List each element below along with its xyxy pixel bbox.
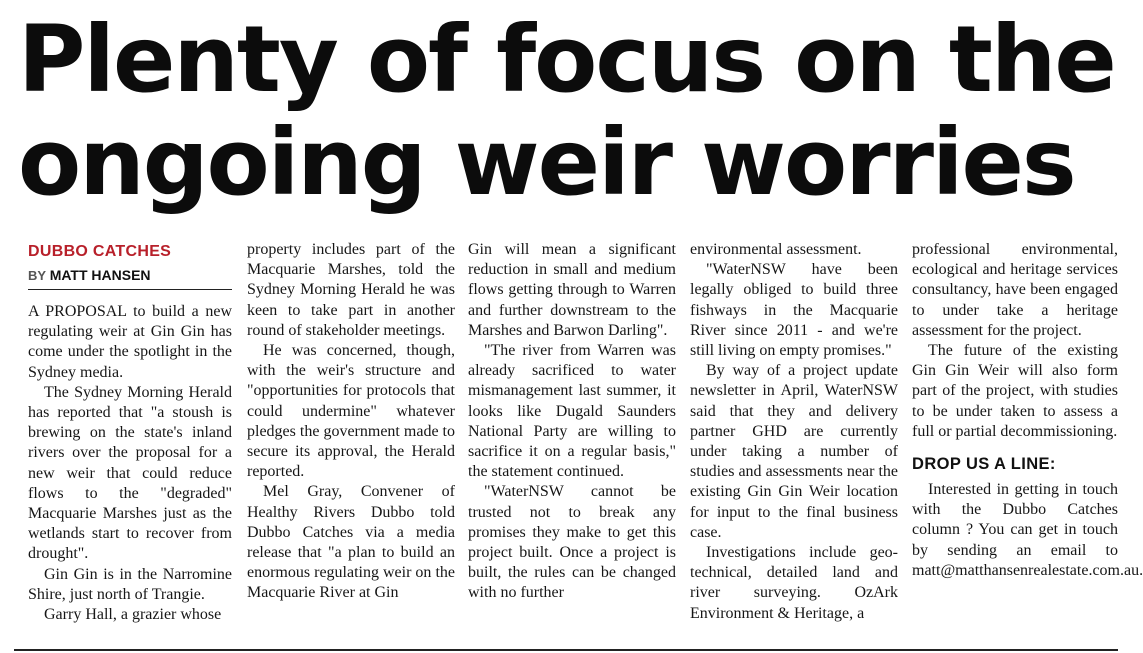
paragraph: "The river from Warren was already sacrificed to water mismanagement last summer, it looks like Dugald Saunders National Party are willing to sacrifice it on a regular basis," the statement continued. bbox=[468, 342, 676, 481]
article-column-3 bbox=[468, 240, 676, 645]
paragraph: environmental assessment. bbox=[690, 241, 862, 258]
contact-subhead: DROP US A LINE: bbox=[912, 455, 1056, 474]
headline bbox=[18, 8, 1118, 214]
byline-author: MATT HANSEN bbox=[49, 267, 151, 283]
paragraph: professional environmental, ecological and heritage services consultancy, have been engaged to under take a heritage assessment for the project. bbox=[912, 241, 1118, 339]
paragraph: Investigations include geo-technical, detailed land and river surveying. OzArk Environment & Heritage, a bbox=[690, 544, 898, 622]
paragraph: The future of the existing Gin Gin Weir will also form part of the project, with studies to be under taken to assess a full or partial decommissioning. bbox=[912, 342, 1118, 440]
article-column-1 bbox=[28, 240, 232, 645]
headline-line: Plenty of focus on the bbox=[18, 6, 1115, 113]
paragraph: He was concerned, though, with the weir's structure and "opportunities for protocols that could undermine" whatever pledges the government made to secure its approval, the Herald reported. bbox=[247, 342, 455, 481]
contact-paragraph: Interested in getting in touch with the Dubbo Catches column ? You can get in touch by sending an email to matt@matthansenrealestate.com.au. bbox=[912, 481, 1143, 579]
paragraph: Garry Hall, a grazier whose bbox=[44, 606, 222, 624]
paragraph: Mel Gray, Convener of Healthy Rivers Dubbo told Dubbo Catches via a media release that "a plan to build an enormous regulating weir on the Macquarie River at Gin bbox=[247, 483, 455, 602]
paragraph: "WaterNSW cannot be trusted not to break any promises they make to get this project built. Once a project is built, the rules can be changed with no further bbox=[468, 483, 676, 602]
byline-prefix: BY bbox=[28, 268, 47, 283]
bottom-rule bbox=[14, 649, 1118, 651]
paragraph: Gin will mean a significant reduction in small and medium flows getting through to Warren and further downstream to the Marshes and Barwon Darling". bbox=[468, 241, 676, 339]
article-column-5 bbox=[912, 240, 1143, 645]
article-column-2 bbox=[247, 240, 455, 645]
paragraph: Gin Gin is in the Narromine Shire, just north of Trangie. bbox=[28, 565, 232, 603]
article-column-4 bbox=[690, 240, 898, 645]
paragraph: By way of a project update newsletter in April, WaterNSW said that they and delivery partner GHD are currently under taking a number of studies and assessments near the existing Gin Gin Weir location for input to the final business case. bbox=[690, 362, 898, 541]
paragraph: "WaterNSW have been legally obliged to build three fishways in the Macquarie River since 2011 - and we're still living on empty promises." bbox=[690, 261, 898, 360]
headline-line: ongoing weir worries bbox=[18, 109, 1075, 216]
section-kicker: DUBBO CATCHES bbox=[28, 243, 172, 260]
paragraph: A PROPOSAL to build a new regulating weir at Gin Gin has come under the spotlight in the Sydney media. bbox=[28, 303, 232, 381]
paragraph: property includes part of the Macquarie Marshes, told the Sydney Morning Herald he was keen to take part in another round of stakeholder meetings. bbox=[247, 241, 455, 339]
paragraph: The Sydney Morning Herald has reported that "a stoush is brewing on the state's inland rivers over the proposal for a new weir that could reduce flows to the "degraded" Macquarie Marshes just as the wetlands start to recover from drought". bbox=[28, 383, 232, 563]
byline bbox=[28, 266, 232, 290]
